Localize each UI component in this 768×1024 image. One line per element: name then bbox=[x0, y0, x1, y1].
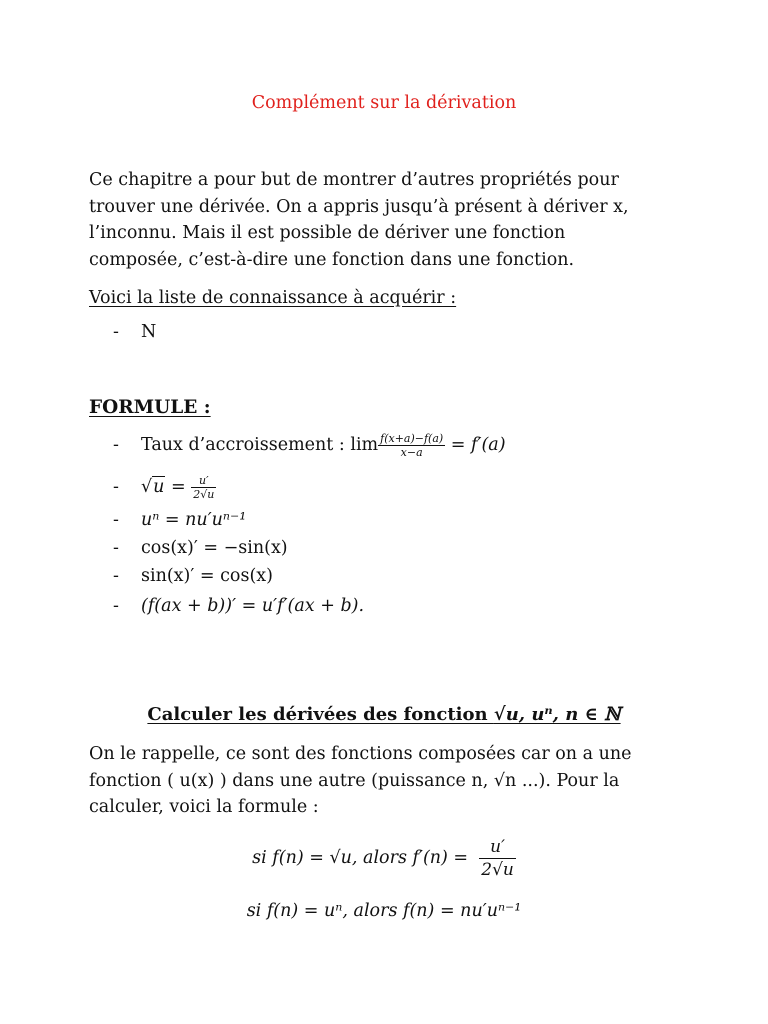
formule-heading: FORMULE : bbox=[89, 397, 211, 418]
section2-paragraph bbox=[89, 741, 632, 821]
section2-line: On le rappelle, ce sont des fonctions composées car on a une bbox=[89, 744, 632, 764]
intro-line: l’inconnu. Mais il est possible de dériver une fonction bbox=[89, 223, 566, 243]
display-fraction: $\frac{u'}{2√u}$ bbox=[481, 837, 514, 880]
formula-power: - uⁿ = nu′uⁿ⁻¹ bbox=[113, 510, 247, 530]
formula-sin: - sin(x)′ = cos(x) bbox=[113, 566, 273, 586]
formula-cos: - cos(x)′ = −sin(x) bbox=[113, 538, 288, 558]
formula-display-1: si f(n) = √u, alors f′(n) = $\frac{u'}{2√u}$ bbox=[252, 837, 514, 880]
section-heading: Calculer les dérivées des fonction √u, uⁿ, n ∈ ℕ bbox=[147, 704, 621, 725]
intro-paragraph bbox=[89, 167, 629, 273]
taux-fraction: $\frac{f(x+a)-f(a)}{x-a}$ bbox=[380, 432, 444, 459]
sqrt-fraction: $\frac{u'}{2√u}$ bbox=[193, 474, 215, 501]
bullet-dash: - bbox=[113, 322, 119, 342]
formula-taux: - Taux d’accroissement : lim $\frac{f(x+a)-f(a)}{x-a}$ = f′(a) bbox=[113, 432, 506, 459]
section2-line: fonction ( u(x) ) dans une autre (puissance n, √n ...). Pour la bbox=[89, 770, 620, 791]
list-item: - N bbox=[113, 322, 157, 342]
section2-line: calculer, voici la formule : bbox=[89, 797, 319, 817]
formula-sqrt: - √u = $\frac{u'}{2√u}$ bbox=[113, 474, 215, 501]
intro-line: trouver une dérivée. On a appris jusqu’à présent à dériver x, bbox=[89, 196, 629, 217]
formula-chain: - (f(ax + b))′ = u′f′(ax + b). bbox=[113, 596, 365, 616]
intro-line: Ce chapitre a pour but de montrer d’autres propriétés pour bbox=[89, 170, 619, 190]
intro-line: composée, c’est-à-dire une fonction dans une fonction. bbox=[89, 249, 575, 270]
list-heading: Voici la liste de connaissance à acquérir : bbox=[89, 288, 457, 308]
page-title: Complément sur la dérivation bbox=[251, 93, 517, 113]
formula-display-2: si f(n) = uⁿ, alors f(n) = nu′uⁿ⁻¹ bbox=[246, 901, 522, 921]
